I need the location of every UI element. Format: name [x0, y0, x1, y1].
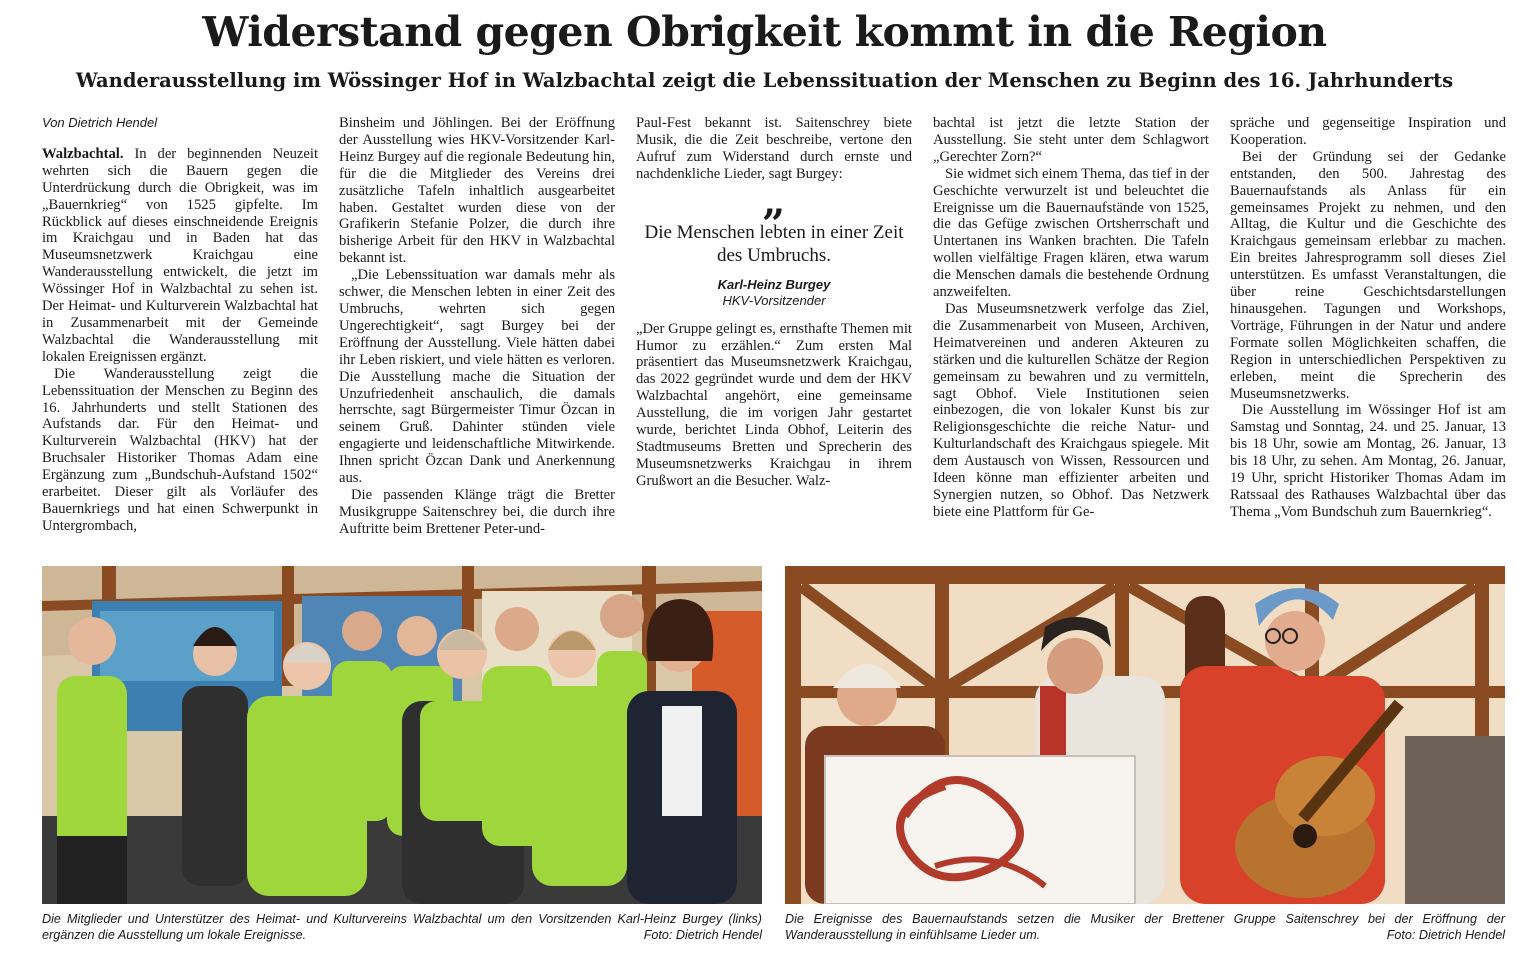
group-photo-image: [42, 566, 762, 904]
article-column-2: [339, 115, 615, 547]
article-column-5: [1230, 115, 1506, 547]
article-paragraph: bachtal ist jetzt die letzte Station der Ausstellung. Sie steht unter dem Schlagwort „Gerechter Zorn?“: [933, 115, 1209, 165]
photo-caption: [42, 911, 762, 943]
headline: Widerstand gegen Obrigkeit kommt in die Region: [202, 8, 1327, 56]
caption-text: Die Ereignisse des Bauernaufstands setzen die Musiker der Brettener Gruppe Saitenschrey bei der Eröffnung der Wanderausstellung in einfühlsame Lieder um.: [785, 912, 1505, 942]
quote-mark-icon: „: [762, 177, 786, 225]
article-column-1: [42, 115, 318, 547]
article-paragraph: „Die Lebenssituation war damals mehr als schwer, die Menschen lebten in einer Zeit des Umbruchs, wehrten sich gegen Ungerechtigkeit“, sagt Burgey bei der Eröffnung der Ausstellung. Viele hätten dabei ihr Leben riskiert, und viele hätten es verloren. Die Ausstellung mache die Situation der Unzufriedenheit anschaulich, die damals herrschte, sagt Bürgermeister Timur Özcan in seinem Gruß. Dahinter stünden viele engagierte und leidenschaftliche Mitwirkende. Ihnen spricht Özcan Dank und Anerkennung aus.: [339, 267, 615, 487]
article-paragraph: Sie widmet sich einem Thema, das tief in der Geschichte verwurzelt ist und beleuchtet die Ereignisse um die Bauernaufstände von 1525, die das Gefüge zwischen Ortsherrschaft und Untertanen ins Wanken brachten. Die Tafeln wollen vielfältige Fragen klären, etwa warum die Menschen damals die bestehende Ordnung anzweifelten.: [933, 165, 1209, 301]
article-paragraph: Walzbachtal. In der beginnenden Neuzeit wehrten sich die Bauern gegen die Unterdrückung durch die Obrigkeit, was im „Bauernkrieg“ von 1525 gipfelte. Im Rückblick auf dieses einschneidende Ereignis im Kraichgau und in Baden hat das Museumsnetzwerk Kraichgau eine Wanderausstellung entwickelt, die jetzt im Wössinger Hof in Walzbachtal zu sehen ist. Der Heimat- und Kulturverein Walzbachtal hat in Zusammenarbeit mit der Gemeinde Walzbachtal die Wanderausstellung mit lokalen Ereignissen ergänzt.: [42, 145, 318, 365]
byline: Von Dietrich Hendel: [42, 115, 158, 130]
article-paragraph: Bei der Gründung sei der Gedanke entstanden, den 500. Jahrestag des Bauernaufstands als Anlass für ein gemeinsames Projekt zu nehmen, und den Alltag, die Kultur und die Geschichte des Kraichgaus gemeinsam erlebbar zu machen. Ein breites Jahresprogramm soll dieses Ziel unterstützen. Es umfasst Veranstaltungen, die über reine Geschichtsdarstellungen hinausgehen. Tagungen und Workshops, Vorträge, Führungen in der Natur und andere Formate sollen Möglichkeiten schaffen, die Region in unterschiedlichen Perspektiven zu erleben, meint die Sprecherin des Museumsnetzwerks.: [1230, 148, 1506, 402]
photo-credit: Foto: Dietrich Hendel: [1386, 928, 1505, 942]
article-paragraph: Binsheim und Jöhlingen. Bei der Eröffnung der Ausstellung wies HKV-Vorsitzender Karl-Heinz Burgey auf die regionale Bedeutung hin, für die die Mitglieder des Vereins drei zusätzliche Tafeln inhaltlich ausgearbeitet haben. Gestaltet wurden diese von der Grafikerin Stefanie Polzer, die durch ihre bisherige Arbeit für den HKV in Walzbachtal bekannt ist.: [339, 115, 615, 267]
musicians-photo: [785, 566, 1505, 904]
quote-role: HKV-Vorsitzender: [722, 292, 826, 308]
article-column-3: [636, 115, 912, 547]
subheadline: Wanderausstellung im Wössinger Hof in Walzbachtal zeigt die Lebenssituation der Menschen zu Beginn des 16. Jahrhunderts: [75, 69, 1454, 92]
article-paragraph: Die passenden Klänge trägt die Bretter Musikgruppe Saitenschrey bei, die durch ihre Auftritte beim Brettener Peter-und-: [339, 486, 615, 537]
quote-text: Die Menschen lebten in einer Zeit des Umbruchs.: [644, 221, 904, 266]
article-paragraph: Die Ausstellung im Wössinger Hof ist am Samstag und Sonntag, 24. und 25. Januar, 13 bis 18 Uhr, sowie am Montag, 26. Januar, 13 bis 18 Uhr, zu sehen. Am Montag, 26. Januar, 19 Uhr, spricht Historiker Thomas Adam im Ratssaal des Rathauses Walzbachtal über das Thema „Vom Bundschuh zum Bauernkrieg“.: [1230, 402, 1506, 520]
article-column-4: [933, 115, 1209, 547]
photo-credit: Foto: Dietrich Hendel: [643, 928, 762, 942]
group-photo: [42, 566, 762, 904]
caption-text: Die Mitglieder und Unterstützer des Heimat- und Kulturvereins Walzbachtal um den Vorsitzenden Karl-Heinz Burgey (links) ergänzen die Ausstellung um lokale Ereignisse.: [42, 912, 762, 942]
dateline: Walzbachtal.: [42, 145, 124, 162]
photo-caption: [785, 911, 1505, 943]
article-paragraph: spräche und gegenseitige Inspiration und Kooperation.: [1230, 115, 1506, 148]
article-paragraph: Die Wanderausstellung zeigt die Lebenssituation der Menschen zu Beginn des 16. Jahrhunderts und stellt Stationen des Aufstands dar. Für den Heimat- und Kulturverein Walzbachtal (HKV) hat der Bruchsaler Historiker Thomas Adam eine Ergänzung zum „Bundschuh-Aufstand 1502“ erarbeitet. Dieser gilt als Vorläufer des Bauernkriegs und hat einen Schwerpunkt in Untergrombach,: [42, 365, 318, 534]
musicians-photo-image: [785, 566, 1505, 904]
article-paragraph: Das Museumsnetzwerk verfolge das Ziel, die Zusammenarbeit von Museen, Archiven, Heimatvereinen und anderen Akteuren zu stärken und die kulturellen Schätze der Region gemeinsam zu bewahren und zu vermitteln, sagt Obhof. Viele Institutionen seien einbezogen, die von lokaler Kunst bis zur Religionsgeschichte die reiche Natur- und Kulturlandschaft des Kraichgaus spiegele. Mit dem Austausch von Wissen, Ressourcen und Ideen könne man effizienter arbeiten und Synergien nutzen, so Obhof. Das Netzwerk biete eine Plattform für Ge-: [933, 300, 1209, 520]
article-paragraph: „Der Gruppe gelingt es, ernsthafte Themen mit Humor zu erzählen.“ Zum ersten Mal präsentiert das Museumsnetzwerk Kraichgau, das 2022 gegründet wurde und dem der HKV Walzbachtal angehört, eine gemeinsame Ausstellung, die im vorigen Jahr gestartet wurde, berichtet Linda Obhof, Leiterin des Stadtmuseums Bretten und Sprecherin des Museumsnetzwerks Kraichgau in ihrem Grußwort an die Besucher. Walz-: [636, 320, 912, 489]
quote-author: Karl-Heinz Burgey: [717, 276, 831, 292]
pull-quote: [636, 177, 912, 309]
article-paragraph: Paul-Fest bekannt ist. Saitenschrey biete Musik, die die Zeit beschreibe, vertone den Aufruf zum Widerstand durch ernste und nachdenkliche Lieder, sagt Burgey:: [636, 115, 912, 182]
